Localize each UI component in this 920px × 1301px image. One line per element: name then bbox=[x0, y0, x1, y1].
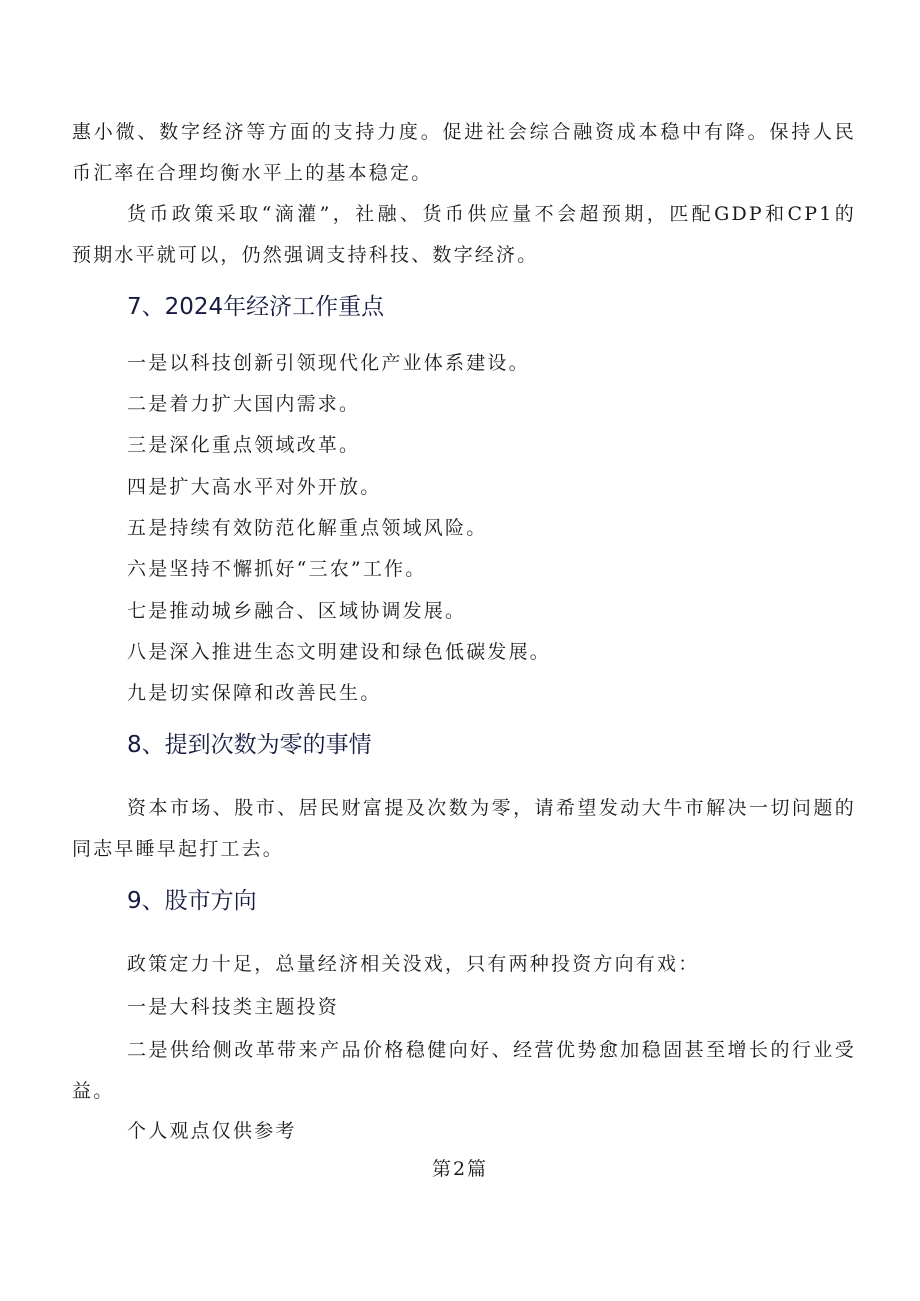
paragraph-line: 资本市场、股市、居民财富提及次数为零，请希望发动大牛市解决一切问题的 bbox=[127, 797, 856, 819]
section-heading-8: 8、提到次数为零的事情 bbox=[127, 732, 372, 758]
list-item: 五是持续有效防范化解重点领域风险。 bbox=[127, 517, 488, 539]
note-text: 个人观点仅供参考 bbox=[127, 1120, 297, 1142]
list-item: 九是切实保障和改善民生。 bbox=[127, 682, 382, 704]
paragraph-line: 惠小微、数字经济等方面的支持力度。促进社会综合融资成本稳中有降。保持人民 bbox=[72, 121, 856, 143]
paragraph-line: 同志早睡早起打工去。 bbox=[72, 838, 285, 860]
list-item: 四是扩大高水平对外开放。 bbox=[127, 476, 382, 498]
next-article-label: 第2篇 bbox=[431, 1158, 489, 1180]
paragraph-line: 币汇率在合理均衡水平上的基本稳定。 bbox=[72, 162, 433, 184]
section-heading-9: 9、股市方向 bbox=[127, 888, 257, 914]
paragraph-line: 政策定力十足，总量经济相关没戏，只有两种投资方向有戏： bbox=[127, 953, 700, 975]
list-item: 六是坚持不懈抓好“三农”工作。 bbox=[127, 558, 427, 580]
list-item-continuation: 益。 bbox=[72, 1080, 115, 1102]
section-heading-7: 7、2024年经济工作重点 bbox=[127, 294, 385, 320]
list-item: 一是大科技类主题投资 bbox=[127, 996, 340, 1018]
list-item: 七是推动城乡融合、区域协调发展。 bbox=[127, 600, 467, 622]
paragraph-line: 货币政策采取“滴灌”，社融、货币供应量不会超预期，匹配GDP和CP1的 bbox=[127, 203, 856, 225]
list-item: 二是供给侧改革带来产品价格稳健向好、经营优势愈加稳固甚至增长的行业受 bbox=[127, 1039, 856, 1061]
list-item: 八是深入推进生态文明建设和绿色低碳发展。 bbox=[127, 641, 552, 663]
list-item: 一是以科技创新引领现代化产业体系建设。 bbox=[127, 352, 530, 374]
list-item: 二是着力扩大国内需求。 bbox=[127, 393, 361, 415]
list-item: 三是深化重点领域改革。 bbox=[127, 434, 361, 456]
paragraph-line: 预期水平就可以，仍然强调支持科技、数字经济。 bbox=[72, 244, 539, 266]
